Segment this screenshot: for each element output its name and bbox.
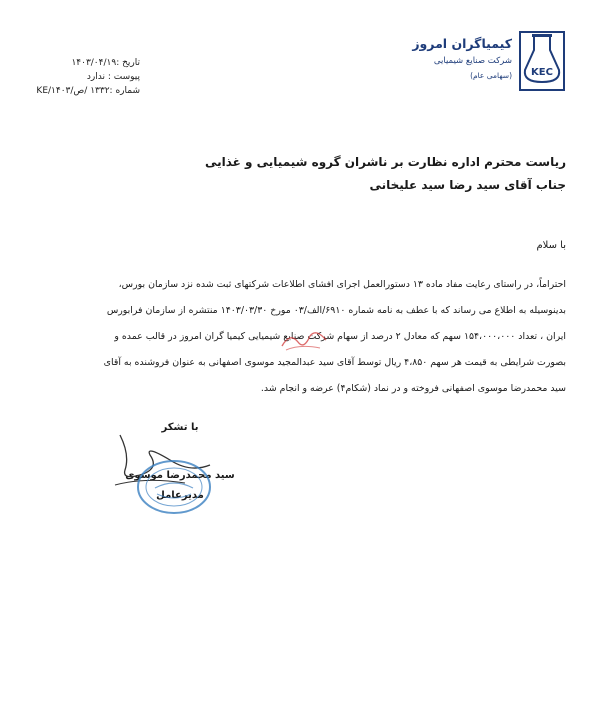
company-subtitle: شرکت صنایع شیمیایی — [433, 56, 512, 66]
company-stamp — [135, 458, 213, 516]
recipient-line-2: جناب آقای سید رضا سید علیخانی — [369, 178, 566, 192]
watermark-stamp — [280, 328, 330, 352]
company-type: (سهامی عام) — [470, 71, 512, 80]
body-line-5: سید محمدرضا موسوی اصفهانی فروخته و در نماد (شکام۴) عرضه و انجام شد. — [260, 383, 566, 394]
body-line-1: احتراماً، در راستای رعایت مفاد ماده ۱۳ دستورالعمل اجرای افشای اطلاعات شرکتهای ثبت شده نزد سازمان بورس، — [118, 279, 566, 290]
company-name: کیمیاگران امروز — [412, 36, 512, 51]
closing-thanks: با تشکر — [161, 422, 199, 433]
body-line-3: ایران ، تعداد ۱۵۴،۰۰۰،۰۰۰ سهم که معادل ۲ درصد از سهام شرکت صنایع شیمیایی کیمیا گران امروز در قالب عمده و — [114, 331, 566, 342]
greeting: با سلام — [536, 240, 566, 251]
signer-title: مدیرعامل — [156, 490, 204, 501]
letter-number: شماره :۱۳۳۲ /ص/KE/۱۴۰۳ — [36, 86, 140, 96]
body-line-2: بدینوسیله به اطلاع می رساند که با عطف به نامه شماره ۶۹۱۰/الف/۰۳ مورخ ۱۴۰۳/۰۳/۳۰ منتشره از سازمان فرابورس — [106, 305, 566, 316]
signer-name: سید محمدرضا موسوی — [125, 470, 235, 481]
letter-attachment: پیوست : ندارد — [86, 72, 140, 82]
logo-text: KEC — [531, 67, 553, 78]
company-logo — [517, 30, 567, 92]
body-line-4: بصورت شرایطی به قیمت هر سهم ۴،۸۵۰ ریال توسط آقای سید عبدالمجید موسوی اصفهانی به عنوان فروشنده به آقای — [103, 357, 566, 368]
letter-date: تاریخ :۱۴۰۳/۰۴/۱۹ — [71, 58, 140, 68]
recipient-line-1: ریاست محترم اداره نظارت بر ناشران گروه شیمیایی و غذایی — [204, 155, 566, 169]
